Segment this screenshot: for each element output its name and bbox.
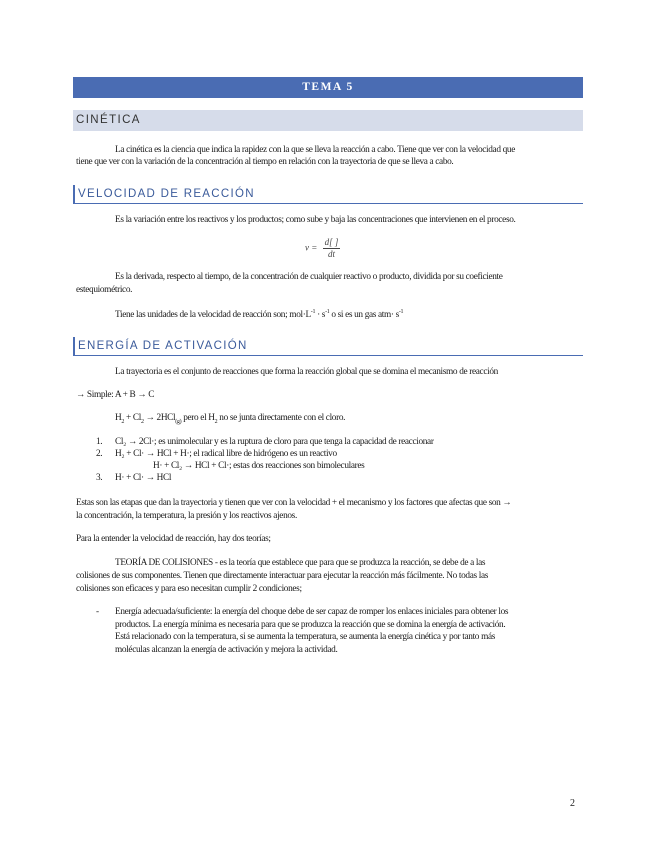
velocidad-paragraph-1: Es la variación entre los reactivos y los productos; como sube y baja las concentraciones que intervienen en el proceso. — [115, 215, 516, 225]
etapas-paragraph-line1: Estas son las etapas que dan la trayectoria y tienen que ver con la velocidad + el mecanismo y los factores que afectas que son → — [76, 498, 512, 508]
simple-reaction: → Simple: A + B → C — [76, 390, 155, 400]
teorias-paragraph: Para la entender la velocidad de reacción, hay dos teorías; — [76, 534, 271, 544]
bullet-line4: moléculas alcanzan la energía de activación y mejora la actividad. — [115, 645, 338, 655]
velocidad-paragraph-2-line1: Es la derivada, respecto al tiempo, de la concentración de cualquier reactivo o producto, dividida por su coeficiente — [115, 272, 503, 282]
bullet-line1: Energía adecuada/suficiente: la energía del choque debe de ser capaz de romper los enlaces iniciales para obtener los — [115, 607, 509, 617]
cinetica-paragraph-line2: tiene que ver con la variación de la concentración al tiempo en relación con la trayectoria de que se lleva a cabo. — [76, 157, 454, 167]
energia-paragraph-1: La trayectoria es el conjunto de reacciones que forma la reacción global que se domina el mecanismo de reacción — [115, 367, 498, 377]
colisiones-line3: colisiones son eficaces y para eso necesitan cumplir 2 condiciones; — [76, 584, 302, 594]
list-number: 1. — [96, 437, 103, 447]
heading-velocidad: VELOCIDAD DE REACCIÓN — [73, 185, 583, 204]
velocidad-units: Tiene las unidades de la velocidad de reacción son; $mol\cdot L^{-1} \cdot s^{-1}$ o si es un gas $atm\cdot s^{-1}$ — [115, 309, 404, 321]
cinetica-paragraph-line1: La cinética es la ciencia que indica la rapidez con la que se lleva la reacción a cabo. Tiene que ver con la velocidad que — [115, 145, 515, 155]
list-number: 2. — [96, 449, 103, 459]
colisiones-line2: colisiones de sus componentes. Tienen que directamente interactuar para ejecutar la reacción más fácilmente. No todas las — [76, 571, 488, 581]
etapas-paragraph-line2: la concentración, la temperatura, la presión y los reactivos ajenos. — [76, 511, 297, 521]
bullet-line2: productos. La energía mínima es necesaria para que se produzca la reacción que se domina la energía de activación. — [115, 620, 506, 630]
page-number: 2 — [570, 798, 575, 809]
list-item: H· + Cl₂ → HCl + Cl·; estas dos reacciones son bimoleculares — [153, 461, 365, 471]
bullet-line3: Está relacionado con la temperatura, si se aumenta la temperatura, se aumenta la energía cinética y por tanto más — [115, 632, 496, 642]
heading-energia: ENERGÍA DE ACTIVACIÓN — [73, 337, 583, 356]
heading-cinetica: CINÉTICA — [73, 110, 583, 131]
bullet-dash: - — [96, 607, 99, 617]
chapter-banner: TEMA 5 — [73, 77, 583, 98]
list-item: H₂ + Cl· → HCl + H·; el radical libre de hidrógeno es un reactivo — [115, 449, 337, 459]
colisiones-line1: TEORÍA DE COLISIONES - es la teoría que establece que para que se produzca la reacción, se debe de a las — [115, 558, 486, 568]
list-number: 3. — [96, 473, 103, 483]
h2-cl2-reaction: $H_2 + Cl_2 \to 2HCl_{(g)}$ pero el $H_2$ no se junta directamente con el cloro. — [115, 413, 346, 425]
rate-formula: v = $\frac{d[ ]}{dt}$ — [305, 237, 339, 259]
list-item: H· + Cl· → HCl — [115, 473, 172, 483]
list-item: Cl₂ → 2Cl·; es unimolecular y es la ruptura de cloro para que tenga la capacidad de reaccionar — [115, 437, 434, 447]
velocidad-paragraph-2-line2: estequiométrico. — [76, 285, 133, 295]
